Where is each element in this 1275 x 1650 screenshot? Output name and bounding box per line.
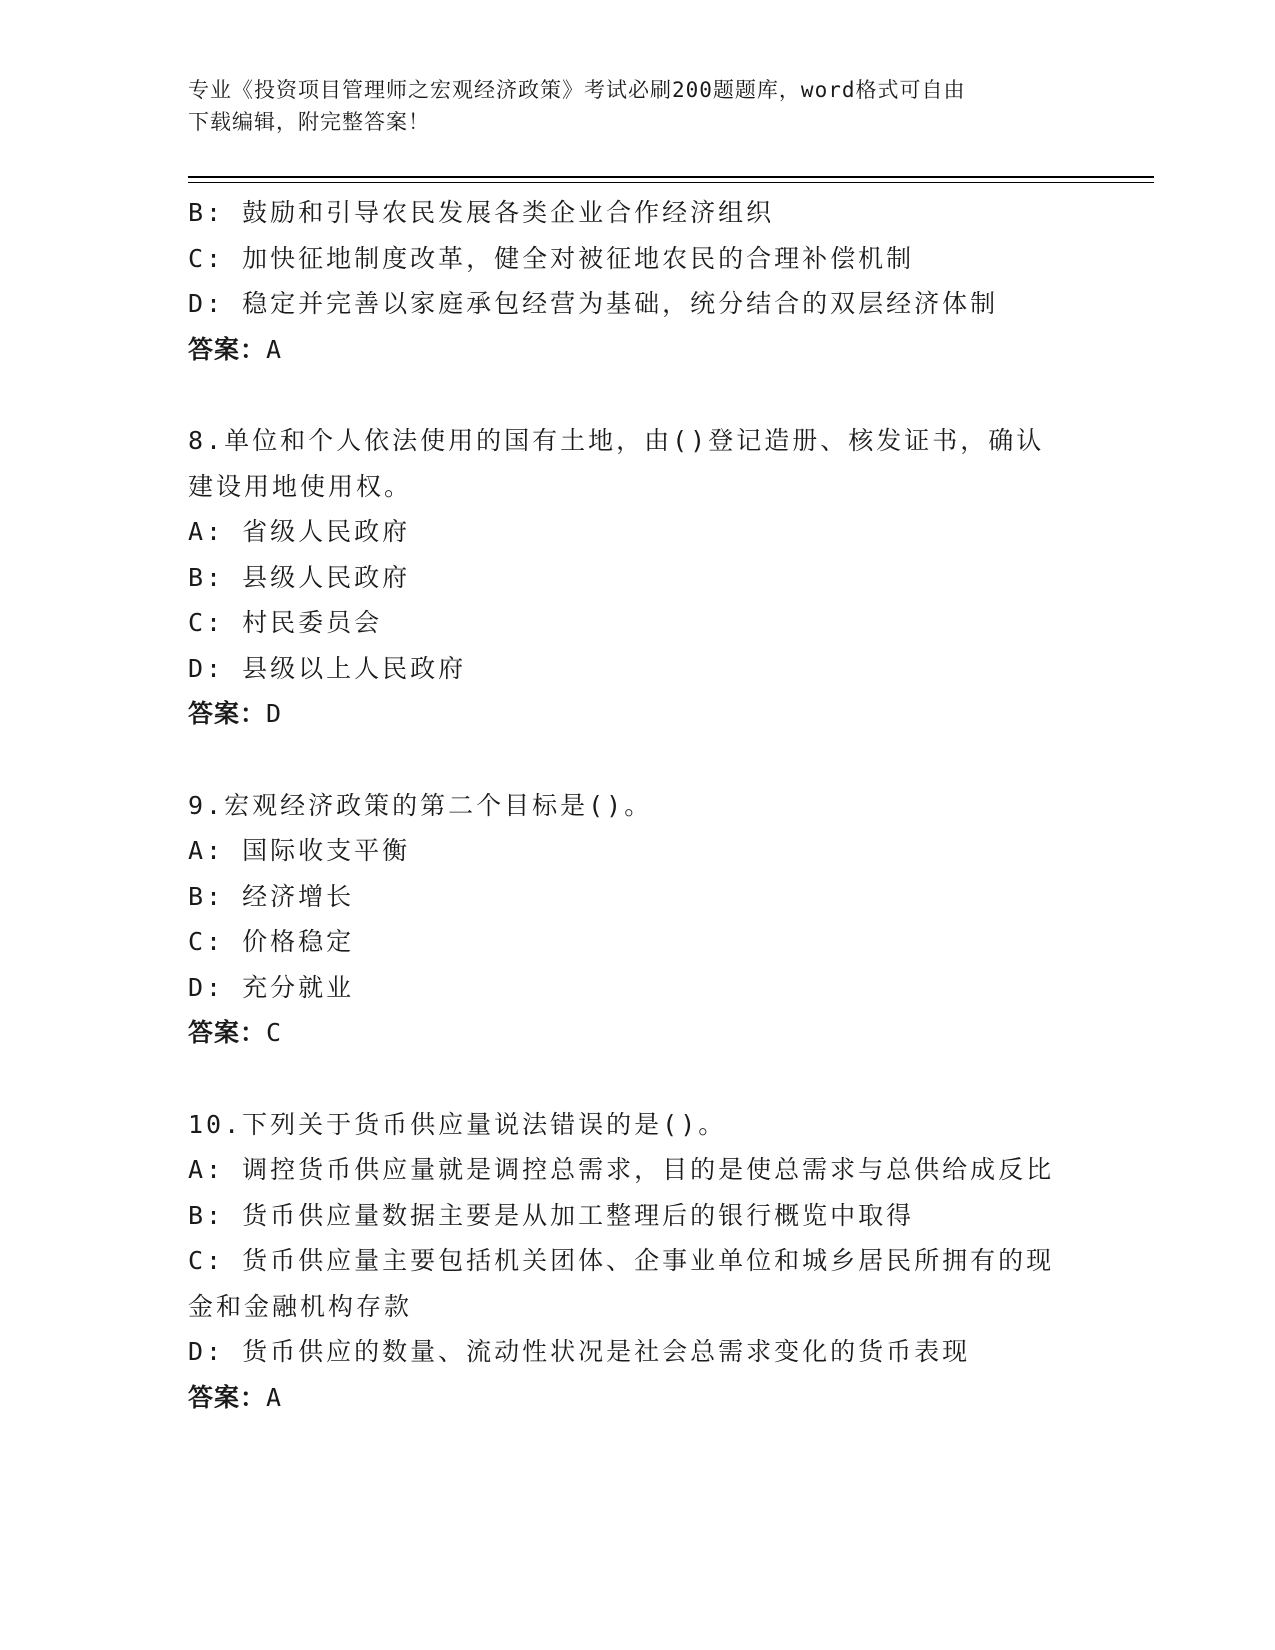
header-line-2: 下载编辑，附完整答案！ — [188, 110, 430, 134]
answer-value: D — [266, 699, 285, 728]
page-header — [188, 74, 1088, 138]
spacer — [188, 1056, 1088, 1102]
option-d: D: 县级以上人民政府 — [188, 653, 467, 683]
question-stem: 9.宏观经济政策的第二个目标是()。 — [188, 790, 653, 820]
answer-line — [188, 691, 1088, 737]
question-7-continued — [188, 190, 1088, 372]
option-c: C: 货币供应量主要包括机关团体、企事业单位和城乡居民所拥有的现 — [188, 1246, 1055, 1275]
header-line-1: 专业《投资项目管理师之宏观经济政策》考试必刷200题题库，word格式可自由 — [188, 78, 966, 102]
question-9 — [188, 783, 1088, 1056]
question-stem: 建设用地使用权。 — [188, 471, 413, 501]
answer-label: 答案： — [188, 1018, 267, 1047]
answer-line — [188, 327, 1088, 373]
document-body — [188, 190, 1088, 1420]
option-d: D: 货币供应的数量、流动性状况是社会总需求变化的货币表现 — [188, 1337, 971, 1366]
header-rule-thin — [188, 182, 1154, 183]
answer-line — [188, 1375, 1088, 1421]
option-b: B: 货币供应量数据主要是从加工整理后的银行概览中取得 — [188, 1200, 915, 1230]
option-d: D: 稳定并完善以家庭承包经营为基础，统分结合的双层经济体制 — [188, 289, 999, 318]
question-stem: 10.下列关于货币供应量说法错误的是()。 — [188, 1109, 727, 1139]
option-c-continued: 金和金融机构存款 — [188, 1291, 413, 1321]
option-a: A: 省级人民政府 — [188, 517, 411, 546]
question-10 — [188, 1102, 1088, 1421]
header-rule-thick — [188, 176, 1154, 178]
option-a: A: 国际收支平衡 — [188, 836, 411, 865]
answer-value: A — [266, 334, 285, 364]
answer-value: A — [266, 1382, 285, 1412]
option-d: D: 充分就业 — [188, 972, 355, 1002]
option-b: B: 经济增长 — [188, 881, 355, 911]
answer-label: 答案： — [188, 699, 267, 728]
question-stem: 8.单位和个人依法使用的国有土地，由()登记造册、核发证书，确认 — [188, 426, 1045, 455]
option-c: C: 价格稳定 — [188, 927, 355, 956]
spacer — [188, 372, 1088, 418]
answer-label: 答案： — [188, 1382, 267, 1412]
answer-line — [188, 1010, 1088, 1056]
option-a: A: 调控货币供应量就是调控总需求，目的是使总需求与总供给成反比 — [188, 1155, 1055, 1184]
option-b: B: 鼓励和引导农民发展各类企业合作经济组织 — [188, 198, 775, 227]
question-8 — [188, 418, 1088, 737]
answer-value: C — [266, 1018, 285, 1047]
option-b: B: 县级人民政府 — [188, 562, 411, 592]
answer-label: 答案： — [188, 334, 267, 364]
option-c: C: 村民委员会 — [188, 608, 383, 637]
option-c: C: 加快征地制度改革，健全对被征地农民的合理补偿机制 — [188, 243, 915, 273]
spacer — [188, 737, 1088, 783]
